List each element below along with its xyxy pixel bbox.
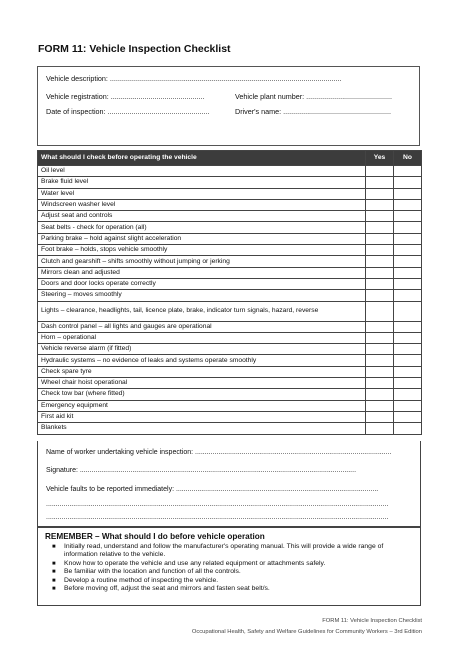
remember-list (52, 543, 412, 593)
checklist-item-label: Water level (38, 188, 366, 199)
checklist-item-label: Seat belts - check for operation (all) (38, 222, 366, 233)
checklist-row (38, 366, 422, 377)
checklist-row (38, 411, 422, 422)
no-checkbox-cell[interactable] (394, 166, 422, 177)
yes-checkbox-cell[interactable] (366, 222, 394, 233)
checklist-row (38, 423, 422, 434)
square-bullet-icon: ■ (52, 569, 56, 576)
yes-checkbox-cell[interactable] (366, 199, 394, 210)
checklist-item-label: Check spare tyre (38, 366, 366, 377)
vehicle-registration-field[interactable]: Vehicle registration: ............................................... (46, 92, 205, 101)
no-checkbox-cell[interactable] (394, 245, 422, 256)
no-checkbox-cell[interactable] (394, 344, 422, 355)
checklist-item-label: Steering – moves smoothly (38, 290, 366, 301)
no-checkbox-cell[interactable] (394, 332, 422, 343)
yes-checkbox-cell[interactable] (366, 301, 394, 321)
square-bullet-icon: ■ (52, 577, 56, 584)
no-column-header: No (394, 151, 422, 166)
checklist-item-label: Foot brake – holds, stops vehicle smoothly (38, 245, 366, 256)
checklist-row (38, 233, 422, 244)
checklist-item-label: Adjust seat and controls (38, 211, 366, 222)
no-checkbox-cell[interactable] (394, 222, 422, 233)
checklist-question-header: What should I check before operating the vehicle (38, 151, 366, 166)
yes-checkbox-cell[interactable] (366, 166, 394, 177)
checklist-row (38, 400, 422, 411)
checklist-row (38, 166, 422, 177)
no-checkbox-cell[interactable] (394, 355, 422, 366)
yes-checkbox-cell[interactable] (366, 290, 394, 301)
checklist-item-label: Mirrors clean and adjusted (38, 267, 366, 278)
checklist-row (38, 355, 422, 366)
faults-continuation-line[interactable]: ................................................................................................................................................................................ (46, 514, 389, 521)
no-checkbox-cell[interactable] (394, 400, 422, 411)
inspection-checklist-table (37, 150, 422, 435)
no-checkbox-cell[interactable] (394, 188, 422, 199)
checklist-row (38, 290, 422, 301)
checklist-row (38, 389, 422, 400)
yes-checkbox-cell[interactable] (366, 366, 394, 377)
checklist-item-label: Wheel chair hoist operational (38, 378, 366, 389)
checklist-row (38, 256, 422, 267)
checklist-row (38, 211, 422, 222)
worker-name-field[interactable]: Name of worker undertaking vehicle inspection: ..................................................................................................... (46, 449, 392, 456)
yes-column-header: Yes (366, 151, 394, 166)
yes-checkbox-cell[interactable] (366, 400, 394, 411)
checklist-item-label: Clutch and gearshift – shifts smoothly without jumping or jerking (38, 256, 366, 267)
checklist-row (38, 278, 422, 289)
yes-checkbox-cell[interactable] (366, 211, 394, 222)
no-checkbox-cell[interactable] (394, 233, 422, 244)
checklist-row (38, 177, 422, 188)
square-bullet-icon: ■ (52, 544, 56, 550)
no-checkbox-cell[interactable] (394, 411, 422, 422)
checklist-row (38, 301, 422, 321)
remember-item: ■ Develop a routine method of inspecting the vehicle. (52, 576, 219, 584)
checklist-item-label: Dash control panel – all lights and gauges are operational (38, 321, 366, 332)
square-bullet-icon: ■ (52, 586, 56, 593)
no-checkbox-cell[interactable] (394, 389, 422, 400)
checklist-item-label: Check tow bar (where fitted) (38, 389, 366, 400)
checklist-item-label: Doors and door locks operate correctly (38, 278, 366, 289)
checklist-row (38, 199, 422, 210)
footer-form-name: FORM 11: Vehicle Inspection Checklist (322, 618, 422, 624)
no-checkbox-cell[interactable] (394, 267, 422, 278)
remember-item: ■ Be familiar with the location and function of all the controls. (52, 568, 241, 576)
yes-checkbox-cell[interactable] (366, 188, 394, 199)
footer-guideline: Occupational Health, Safety and Welfare Guidelines for Community Workers – 3rd Edition (191, 629, 422, 635)
no-checkbox-cell[interactable] (394, 321, 422, 332)
checklist-row (38, 332, 422, 343)
driver-name-field[interactable]: Driver's name: ...................................................... (235, 107, 391, 116)
checklist-row (38, 267, 422, 278)
checklist-row (38, 188, 422, 199)
checklist-row (38, 378, 422, 389)
no-checkbox-cell[interactable] (394, 290, 422, 301)
yes-checkbox-cell[interactable] (366, 389, 394, 400)
yes-checkbox-cell[interactable] (366, 411, 394, 422)
yes-checkbox-cell[interactable] (366, 233, 394, 244)
no-checkbox-cell[interactable] (394, 211, 422, 222)
form-title: FORM 11: Vehicle Inspection Checklist (38, 43, 231, 55)
vehicle-plant-number-field[interactable]: Vehicle plant number: ........................................... (235, 92, 392, 101)
checklist-header-row (38, 151, 422, 166)
no-checkbox-cell[interactable] (394, 301, 422, 321)
remember-box (37, 527, 421, 606)
yes-checkbox-cell[interactable] (366, 245, 394, 256)
checklist-item-label: Horn – operational (38, 332, 366, 343)
checklist-item-label: Emergency equipment (38, 400, 366, 411)
checklist-item-label: Blankets (38, 423, 366, 434)
no-checkbox-cell[interactable] (394, 256, 422, 267)
yes-checkbox-cell[interactable] (366, 378, 394, 389)
yes-checkbox-cell[interactable] (366, 177, 394, 188)
remember-item: ■ Know how to operate the vehicle and use any related equipment or attachments safely. (52, 559, 326, 567)
checklist-row (38, 344, 422, 355)
yes-checkbox-cell[interactable] (366, 344, 394, 355)
no-checkbox-cell[interactable] (394, 423, 422, 434)
signoff-box (37, 441, 421, 527)
square-bullet-icon: ■ (52, 560, 56, 567)
no-checkbox-cell[interactable] (394, 177, 422, 188)
checklist-item-label: Brake fluid level (38, 177, 366, 188)
yes-checkbox-cell[interactable] (366, 321, 394, 332)
no-checkbox-cell[interactable] (394, 378, 422, 389)
checklist-item-label: First aid kit (38, 411, 366, 422)
vehicle-info-box (37, 66, 420, 146)
checklist-item-label: Parking brake – hold against slight acceleration (38, 233, 366, 244)
inspection-date-field[interactable]: Date of inspection: ................................................... (46, 107, 210, 116)
yes-checkbox-cell[interactable] (366, 267, 394, 278)
vehicle-description-field[interactable]: Vehicle description: .................................................................................................................... (46, 74, 342, 83)
faults-continuation-line[interactable]: ................................................................................................................................................................................ (46, 501, 389, 508)
vehicle-faults-field[interactable]: Vehicle faults to be reported immediately: ........................................................................................................ (46, 486, 379, 493)
checklist-item-label: Windscreen washer level (38, 199, 366, 210)
checklist-item-label: Lights – clearance, headlights, tail, licence plate, brake, indicator turn signals, hazard, reverse (38, 301, 366, 321)
no-checkbox-cell[interactable] (394, 278, 422, 289)
checklist-row (38, 321, 422, 332)
checklist-row (38, 222, 422, 233)
checklist-item-label: Oil level (38, 166, 366, 177)
yes-checkbox-cell[interactable] (366, 423, 394, 434)
no-checkbox-cell[interactable] (394, 199, 422, 210)
remember-item: ■ Before moving off, adjust the seat and mirrors and fasten seat belt/s. (52, 585, 270, 593)
checklist-item-label: Hydraulic systems – no evidence of leaks and systems operate smoothly (38, 355, 366, 366)
checklist-item-label: Vehicle reverse alarm (if fitted) (38, 344, 366, 355)
checklist-row (38, 245, 422, 256)
signature-field[interactable]: Signature: .............................................................................................................................................. (46, 467, 357, 474)
yes-checkbox-cell[interactable] (366, 278, 394, 289)
remember-item: ■ Initially read, understand and follow the manufacturer's operating manual. This will provide a wide range of information relative to the vehicle. (52, 543, 384, 559)
remember-heading: REMEMBER – What should I do before vehicle operation (45, 532, 265, 541)
yes-checkbox-cell[interactable] (366, 355, 394, 366)
no-checkbox-cell[interactable] (394, 366, 422, 377)
yes-checkbox-cell[interactable] (366, 332, 394, 343)
yes-checkbox-cell[interactable] (366, 256, 394, 267)
